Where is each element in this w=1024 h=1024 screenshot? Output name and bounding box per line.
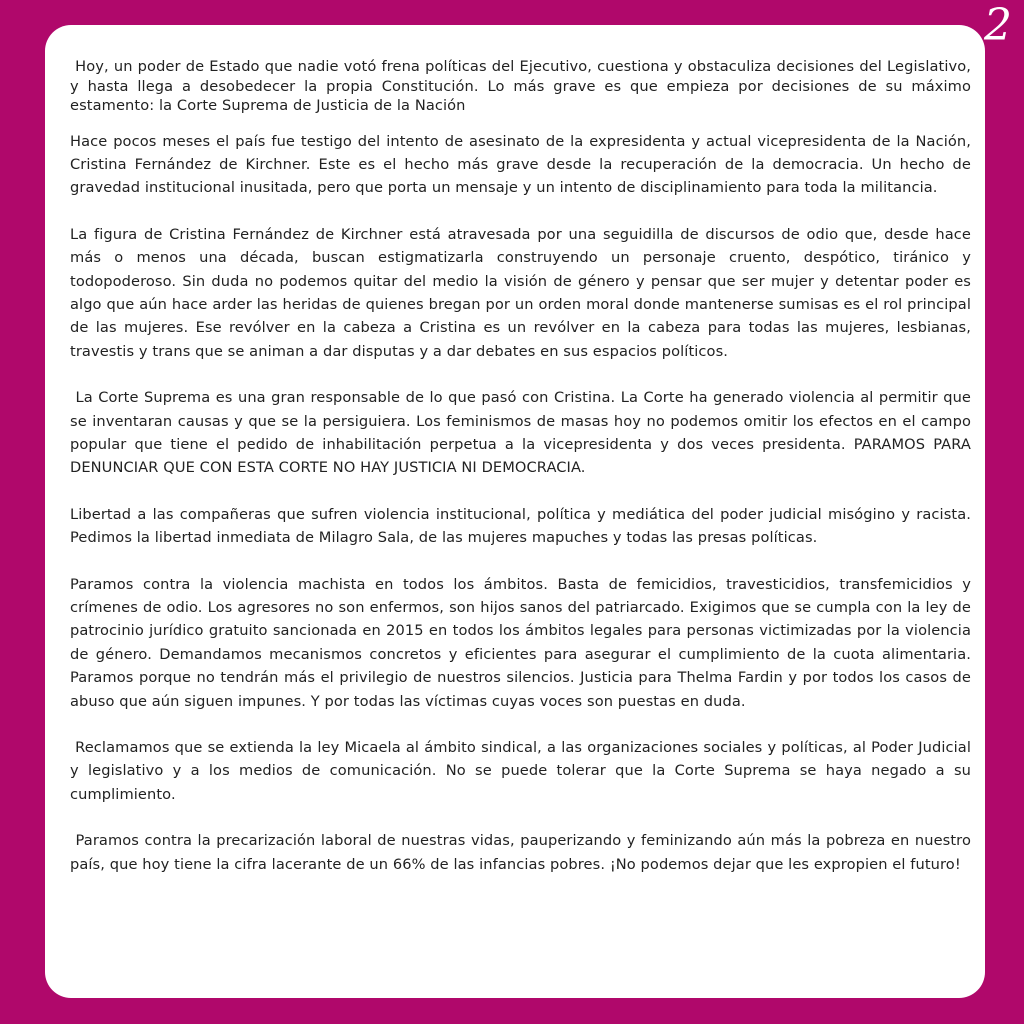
paragraph-intro: Hoy, un poder de Estado que nadie votó frena políticas del Ejecutivo, cuestiona y obstaculiza decisiones del Legislativo, y hasta llega a desobedecer la propia Constitución. Lo más grave es que empieza por decisiones de su máximo estamento: la Corte Suprema de Justicia de la Nación <box>70 58 976 114</box>
paragraph-hate-speech: La figura de Cristina Fernández de Kirchner está atravesada por una seguidilla de discursos de odio que, desde hace más o menos una década, buscan estigmatizarla construyendo un personaje cruento, despótico, tiránico y todopoderoso. Sin duda no podemos quitar del medio la visión de género y pensar que ser mujer y detentar poder es algo que aún hace arder las heridas de quienes bregan por un orden moral donde mantenerse sumisas es el rol principal de las mujeres. Ese revólver en la cabeza a Cristina es un revólver en la cabeza para todas las mujeres, lesbianas, travestis y trans que se animan a dar disputas y a dar debates en sus espacios políticos. <box>70 225 976 360</box>
page-number: 2 <box>984 0 1012 51</box>
paragraph-attempt: Hace pocos meses el país fue testigo del intento de asesinato de la expresidenta y actual vicepresidenta de la Nación, Cristina Fernández de Kirchner. Este es el hecho más grave desde la recuperación de la democracia. Un hecho de gravedad institucional inusitada, pero que porta un mensaje y un intento de disciplinamiento para toda la militancia. <box>70 132 976 197</box>
paragraph-supreme-court: La Corte Suprema es una gran responsable de lo que pasó con Cristina. La Corte ha generado violencia al permitir que se inventaran causas y que se la persiguiera. Los feminismos de masas hoy no podemos omitir los efectos en el campo popular que tiene el pedido de inhabilitación perpetua a la vicepresidenta y dos veces presidenta. PARAMOS PARA DENUNCIAR QUE CON ESTA CORTE NO HAY JUSTICIA NI DEMOCRACIA. <box>70 389 976 477</box>
paragraph-ley-micaela: Reclamamos que se extienda la ley Micaela al ámbito sindical, a las organizaciones sociales y políticas, al Poder Judicial y legislativo y a los medios de comunicación. No se puede tolerar que la Corte Suprema se haya negado a su cumplimiento. <box>70 739 976 803</box>
paragraph-violence: Paramos contra la violencia machista en todos los ámbitos. Basta de femicidios, travesticidios, transfemicidios y crímenes de odio. Los agresores no son enfermos, son hijos sanos del patriarcado. Exigimos que se cumpla con la ley de patrocinio jurídico gratuito sancionada en 2015 en todos los ámbitos legales para personas victimizadas por la violencia de género. Demandamos mecanismos concretos y eficientes para asegurar el cumplimiento de la cuota alimentaria. Paramos porque no tendrán más el privilegio de nuestros silencios. Justicia para Thelma Fardin y por todos los casos de abuso que aún siguen impunes. Y por todas las víctimas cuyas voces son puestas en duda. <box>70 575 976 710</box>
paragraph-precarization: Paramos contra la precarización laboral de nuestras vidas, pauperizando y feminizando aún más la pobreza en nuestro país, que hoy tiene la cifra lacerante de un 66% de las infancias pobres. ¡No podemos dejar que les expropien el futuro! <box>70 832 976 873</box>
text-card <box>45 25 985 998</box>
paragraph-freedom: Libertad a las compañeras que sufren violencia institucional, política y mediática del poder judicial misógino y racista. Pedimos la libertad inmediata de Milagro Sala, de las mujeres mapuches y todas las presas políticas. <box>70 505 976 547</box>
